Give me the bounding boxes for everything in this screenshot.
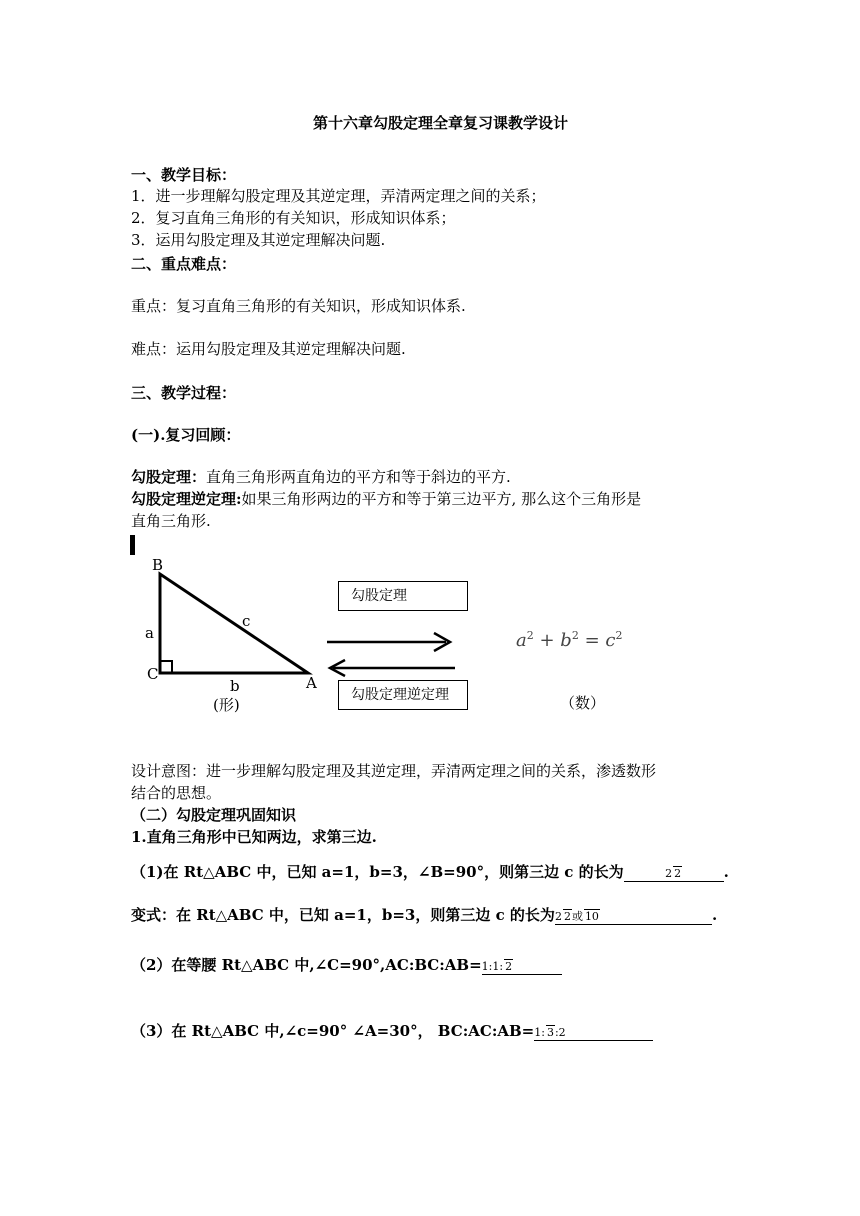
variant-question: 变式：在 Rt△ABC 中，已知 a=1，b=3，则第三边 c 的长为2 2或 10 . [131, 906, 718, 924]
theorem-label: 勾股定理： [131, 468, 207, 486]
process-heading: 三、教学过程： [131, 384, 237, 402]
shape-caption: (形) [213, 696, 240, 714]
converse-label: 勾股定理逆定理: [131, 490, 242, 508]
objective-item-3: 3．运用勾股定理及其逆定理解决问题. [131, 231, 386, 249]
theorem-text: 直角三角形两直角边的平方和等于斜边的平方. [206, 468, 511, 486]
converse-text: 如果三角形两边的平方和等于第三边平方, 那么这个三角形是 [241, 490, 642, 508]
review-heading: (一).复习回顾： [131, 426, 241, 444]
side-b-label: b [230, 677, 240, 695]
vertex-a-label: A [306, 674, 317, 692]
objective-item-1: 1．进一步理解勾股定理及其逆定理，弄清两定理之间的关系； [131, 187, 546, 205]
question-group-heading: 1.直角三角形中已知两边，求第三边. [131, 828, 377, 846]
question-2-answer: 1:1: 2 [482, 959, 562, 975]
question-2: （2）在等腰 Rt△ABC 中,∠C=90°,AC:BC:AB=1:1: 2 [131, 955, 562, 975]
variant-answer: 2 2或 10 [555, 909, 712, 925]
vertex-c-label: C [147, 665, 159, 683]
number-caption: （数） [560, 694, 606, 712]
difficulty-text: 难点：运用勾股定理及其逆定理解决问题. [131, 340, 406, 358]
theorem-box: 勾股定理 [338, 581, 468, 611]
side-a-label: a [145, 624, 154, 642]
vertex-b-label: B [152, 556, 164, 574]
side-c-label: c [242, 612, 251, 630]
design-intent-line-2: 结合的思想。 [131, 784, 222, 802]
right-angle-mark [160, 661, 172, 673]
page-title: 第十六章勾股定理全章复习课教学设计 [313, 114, 569, 132]
key-points-heading: 二、重点难点： [131, 255, 237, 273]
question-1: （1)在 Rt△ABC 中，已知 a=1，b=3，∠B=90°，则第三边 c 的长为 2 2 . [131, 863, 729, 881]
converse-text-cont: 直角三角形. [131, 512, 211, 530]
question-3: （3）在 Rt△ABC 中,∠c=90° ∠A=30°， BC:AC:AB=1: 3:2 [131, 1021, 653, 1041]
design-intent-line-1: 设计意图：进一步理解勾股定理及其逆定理，弄清两定理之间的关系，渗透数形 [131, 762, 657, 780]
objectives-heading: 一、教学目标： [131, 166, 237, 184]
consolidation-heading: （二）勾股定理巩固知识 [131, 806, 297, 824]
objective-item-2: 2．复习直角三角形的有关知识，形成知识体系； [131, 209, 456, 227]
question-1-answer: 2 2 [624, 866, 724, 882]
right-triangle [160, 574, 308, 673]
question-3-answer: 1: 3:2 [534, 1025, 653, 1041]
converse-box: 勾股定理逆定理 [338, 680, 468, 710]
pythagorean-formula: $a^2 + b^2 = c^2$ [516, 629, 623, 651]
key-point-text: 重点：复习直角三角形的有关知识，形成知识体系. [131, 297, 466, 315]
